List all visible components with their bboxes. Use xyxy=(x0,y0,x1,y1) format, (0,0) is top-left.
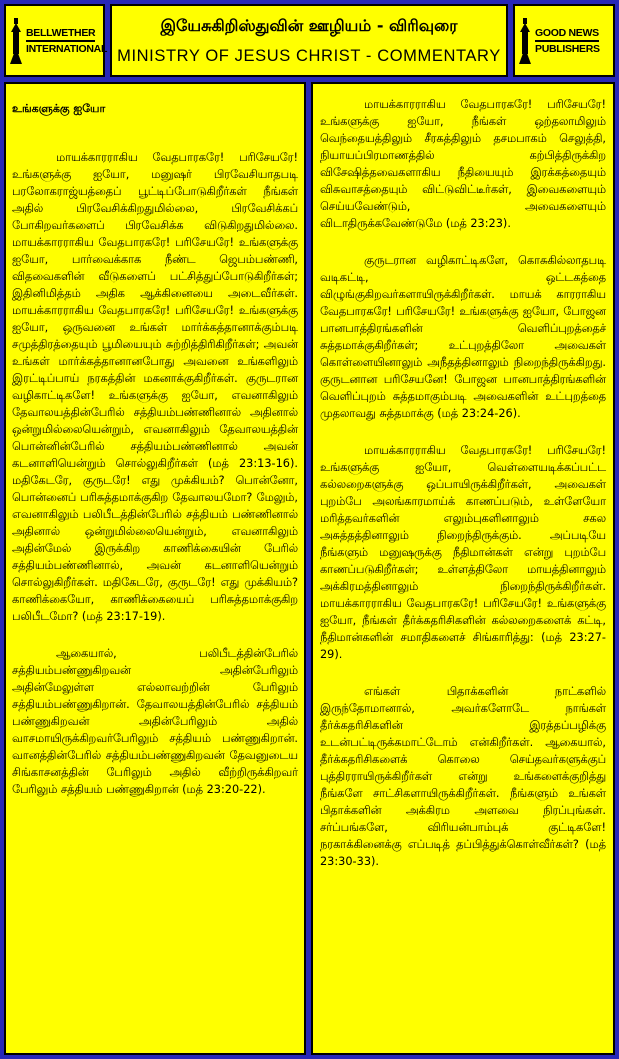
paragraph: எங்கள் பிதாக்களின் நாட்களில் இருந்தோமானால், அவர்களோடே நாங்கள் தீர்க்கதரிசிகளின் இரத்தப்பழிக்கு உடன்பட்டிருக்கமாட்டோம் என்கிறீர்கள். ஆகையால், தீர்க்கதரிசிகளைக் கொலை செய்தவர்களுக்குப் புத்திரராயிருக்கிறீர்கள் என்று உங்களைக்குறித்து நீங்களே சாட்சிகளாயிருக்கிறீர்கள். நீங்களும் உங்கள் பிதாக்களின் அக்கிரம அளவை நிரப்புங்கள். சர்ப்பங்களே, விரியன்பாம்புக் குட்டிகளே! நரகாக்கினைக்கு எப்படித் தப்பித்துக்கொள்வீர்கள்? (மத் 23:30-33). xyxy=(320,685,606,868)
page-header xyxy=(110,4,508,77)
paragraph: மாயக்காரராகிய வேதபாரகரே! பரிசேயரே! உங்களுக்கு ஐயோ, வெள்ளையடிக்கப்பட்ட கல்லறைகளுக்கு ஒப்பாயிருக்கிறீர்கள், அவைகள் புறம்பே அலங்காரமாய்க் காணப்படும், உள்ளேயோ மரித்தவர்களின் எலும்புகளினாலும் சகல அசுத்தத்தினாலும் நிறைந்திருக்கும். அப்படியே நீங்களும் மனுஷருக்கு நீதிமான்கள் என்று புறம்பே காணப்படுகிறீர்கள்; உள்ளத்திலோ மாயத்தினாலும் அக்கிரமத்தினாலும் நிறைந்திருக்கிறீர்கள். மாயக்காரராகிய வேதபாரகரே! பரிசேயரே! உங்களுக்கு ஐயோ, நீங்கள் தீர்க்கதரிசிகளின் கல்லறைகளைக் கட்டி, நீதிமான்களின் சமாதிகளைச் சிங்காரித்து: (மத் 23:27-29). xyxy=(320,444,606,661)
paragraph: மாயக்காரராகிய வேதபாரகரே! பரிசேயரே! உங்களுக்கு ஐயோ, மனுஷர் பிரவேசியாதபடி பரலோகராஜ்யத்தைப் பூட்டிப்போடுகிறீர்கள் நீங்கள் அதில் பிரவேசிக்கிறதுமில்லை, பிரவேசிக்கப் போகிறவர்களைப் பிரவேசிக்க விடுகிறதுமில்லை. மாயக்காரராகிய வேதபாரகரே! பரிசேயரே! உங்களுக்கு ஐயோ, பார்வைக்காக நீண்ட ஜெபம்பண்ணி, விதவைகளின் வீடுகளைப் பட்சித்துப்போடுகிறீர்கள்; இதினிமித்தம் அதிக ஆக்கினையை அடைவீர்கள். மாயக்காரராகிய வேதபாரகரே! பரிசேயரே! உங்களுக்கு ஐயோ, ஒருவனை உங்கள் மார்க்கத்தானாக்கும்படி சமுத்திரத்தையும் பூமியையும் சுற்றித்திரிகிறீர்கள்; அவன் உங்கள் மார்க்கத்தானானபோது அவனை உங்களிலும் இரட்டிப்பாய் நரகத்தின் மகனாக்குகிறீர்கள். குருடரான வழிகாட்டிகளே! உங்களுக்கு ஐயோ, எவனாகிலும் தேவாலயத்தின்பேரில் சத்தியம்பண்ணினால் அதினால் ஒன்றுமில்லையென்றும், எவனாகிலும் தேவாலயத்தின் பொன்னின்பேரில் சத்தியம்பண்ணினால் அவன் கடனாளியென்றும் சொல்லுகிறீர்கள் (மத் 23:13-16). மதிகேடரே, குருடரே! எது முக்கியம்? பொன்னோ, பொன்னைப் பரிசுத்தமாக்குகிற தேவாலயமோ? மேலும், எவனாகிலும் பலிபீடத்தின்பேரில் சத்தியம் பண்ணினால் அதினால் ஒன்றுமில்லையென்றும், எவனாகிலும் அதின்மேல் இருக்கிற காணிக்கையின் பேரில் சத்தியம்பண்ணினால், அவன் கடனாளியென்றும் சொல்லுகிறீர்கள். மதிகேடரே, குருடரே! எது முக்கியம்? காணிக்கையோ, காணிக்கையைப் பரிசுத்தமாக்குகிற பலிபீடமோ? (மத் 23:17-19). xyxy=(12,151,298,623)
paragraph: குருடரான வழிகாட்டிகளே, கொசுகில்லாதபடி வடிகட்டி, ஒட்டகத்தை விழுங்குகிறவர்களாயிருக்கிறீர்கள். மாயக் காரராகிய வேதபாரகரே! பரிசேயரே! உங்களுக்கு ஐயோ, போஜன பானபாத்திரங்களின் வெளிப்புறத்தைச் சுத்தமாக்குகிறீர்கள்; உட்புறத்திலோ அவைகள் கொள்ளையினாலும் அநீதத்தினாலும் நிறைந்திருக்கிறது. குருடனான பரிசேயனே! போஜன பானபாத்திரங்களின் வெளிப்புறம் சுத்தமாகும்படி அவைகளின் உட்புறத்தை முதலாவது சுத்தமாக்கு (மத் 23:24-26). xyxy=(320,254,606,420)
good-news-icon xyxy=(518,18,532,64)
title-english: MINISTRY OF JESUS CHRIST - COMMENTARY xyxy=(117,47,501,65)
left-column xyxy=(4,82,306,1055)
right-logo-line1: GOOD NEWS xyxy=(535,26,599,42)
section-heading: உங்களுக்கு ஐயோ xyxy=(12,102,106,115)
paragraph: ஆகையால், பலிபீடத்தின்பேரில் சத்தியம்பண்ணுகிறவன் அதின்பேரிலும் அதின்மேலுள்ள எல்லாவற்றின் பேரிலும் சத்தியம்பண்ணுகிறான். தேவாலயத்தின்பேரில் சத்தியம் பண்ணுகிறவன் அதின்பேரிலும் அதில் வாசமாயிருக்கிறவர்பேரிலும் சத்தியம் பண்ணுகிறான். வானத்தின்பேரில் சத்தியம்பண்ணுகிறவன் தேவனுடைய சிங்காசனத்தின் பேரிலும் அதில் வீற்றிருக்கிறவர் பேரிலும் சத்தியம் பண்ணுகிறான் (மத் 23:20-22). xyxy=(12,647,298,796)
good-news-logo xyxy=(513,4,615,77)
paragraph: மாயக்காரராகிய வேதபாரகரே! பரிசேயரே! உங்களுக்கு ஐயோ, நீங்கள் ஒற்தலாமிலும் வெந்தையத்திலும் சீரகத்திலும் தசமபாகம் செலுத்தி, நியாயப்பிரமாணத்தில் கற்பித்திருக்கிற விசேஷித்தவைகளாகிய நீதியையும் இரக்கத்தையும் விசுவாசத்தையும் விட்டுவிட்டீர்கள், இவைகளையும் செய்யவேண்டும், அவைகளையும் விடாதிருக்கவேண்டுமே (மத் 23:23). xyxy=(320,98,606,230)
bellwether-icon xyxy=(9,18,23,64)
bellwether-logo xyxy=(4,4,108,77)
title-tamil: இயேசுகிறிஸ்துவின் ஊழியம் - விரிவுரை xyxy=(160,16,458,35)
right-logo-line2: PUBLISHERS xyxy=(535,42,600,55)
left-logo-line1: BELLWETHER xyxy=(26,26,95,42)
left-logo-line2: INTERNATIONAL xyxy=(26,42,108,55)
right-column xyxy=(311,82,615,1055)
